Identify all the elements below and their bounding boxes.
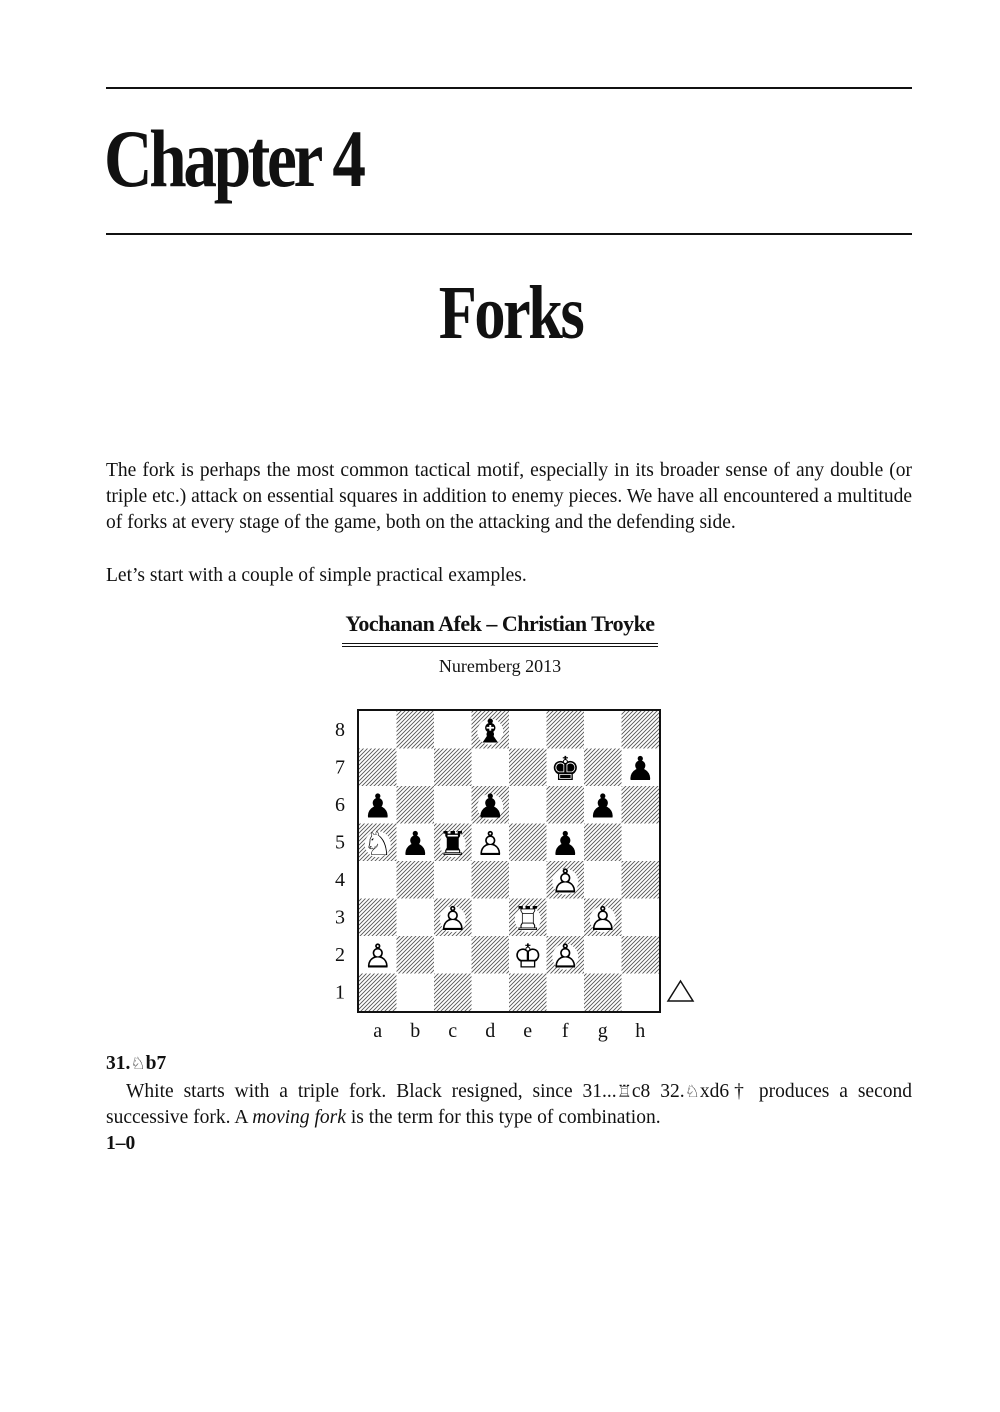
black-pawn-icon: ♟ [400, 823, 431, 863]
white-pawn-icon: ♙ [475, 823, 506, 863]
rook-icon: ♖ [616, 1082, 632, 1102]
black-pawn-icon: ♟ [625, 748, 656, 788]
annotation-part2: c8 32. [631, 1081, 685, 1102]
square-g5 [584, 824, 622, 862]
square-g7 [584, 749, 622, 787]
chapter-label: Chapter 4 [104, 113, 363, 204]
square-c6 [434, 786, 472, 824]
square-f6 [547, 786, 585, 824]
annotation-part1: White starts with a triple fork. Black resigned, since 31... [126, 1081, 617, 1102]
rank-label: 1 [335, 981, 345, 1004]
square-c4 [434, 861, 472, 899]
black-pawn-icon: ♟ [362, 786, 393, 826]
square-f3 [547, 899, 585, 937]
square-e6 [509, 786, 547, 824]
square-g8 [584, 711, 622, 749]
square-f1 [547, 974, 585, 1012]
annotation-part4: is the term for this type of combination. [345, 1107, 661, 1128]
game-event: Nuremberg 2013 [438, 656, 562, 676]
square-g4 [584, 861, 622, 899]
knight-icon: ♘ [684, 1082, 700, 1102]
square-a3 [359, 899, 397, 937]
rank-label: 5 [335, 831, 345, 854]
square-c7 [434, 749, 472, 787]
square-d7 [472, 749, 510, 787]
file-label: h [635, 1020, 646, 1042]
white-pawn-icon: ♙ [587, 898, 618, 938]
square-b8 [397, 711, 435, 749]
square-b4 [397, 861, 435, 899]
rank-label: 6 [335, 793, 345, 816]
black-pawn-icon: ♟ [587, 786, 618, 826]
white-king-icon: ♔ [512, 936, 543, 976]
square-h8 [622, 711, 660, 749]
move-annotation [106, 1079, 912, 1131]
square-h4 [622, 861, 660, 899]
move-square: b7 [145, 1053, 167, 1074]
move-heading [106, 1053, 166, 1075]
square-c1 [434, 974, 472, 1012]
knight-icon: ♘ [130, 1054, 146, 1074]
white-to-move-triangle-icon [668, 981, 693, 1001]
file-label: d [485, 1020, 496, 1042]
square-h3 [622, 899, 660, 937]
game-result: 1–0 [106, 1133, 136, 1154]
annotation-part3: xd6† produces a second successive fork. A [106, 1081, 912, 1128]
square-b7 [397, 749, 435, 787]
rank-label: 7 [335, 756, 345, 779]
black-pawn-icon: ♟ [550, 823, 581, 863]
annotation-emphasis: moving fork [252, 1107, 346, 1128]
square-a4 [359, 861, 397, 899]
square-h1 [622, 974, 660, 1012]
square-f8 [547, 711, 585, 749]
file-label: a [373, 1020, 383, 1042]
square-e7 [509, 749, 547, 787]
white-pawn-icon: ♙ [362, 936, 393, 976]
square-d2 [472, 936, 510, 974]
square-b3 [397, 899, 435, 937]
square-b2 [397, 936, 435, 974]
black-king-icon: ♚ [550, 748, 581, 788]
file-label: c [448, 1020, 458, 1042]
square-d4 [472, 861, 510, 899]
square-a7 [359, 749, 397, 787]
rank-label: 8 [335, 718, 345, 741]
file-label: g [597, 1020, 608, 1042]
square-e4 [509, 861, 547, 899]
black-rook-icon: ♜ [437, 823, 468, 863]
examples-intro-paragraph: Let’s start with a couple of simple practical examples. [106, 565, 527, 586]
square-c2 [434, 936, 472, 974]
move-number: 31. [106, 1053, 131, 1074]
square-h5 [622, 824, 660, 862]
intro-paragraph: The fork is perhaps the most common tactical motif, especially in its broader sense of any double (or triple etc.) attack on essential squares in addition to enemy pieces. We have all encountered a multitude of forks at every stage of the game, both on the attacking and the defending side. [106, 460, 912, 533]
chapter-title-text: Forks [438, 271, 582, 355]
rank-label: 4 [335, 868, 345, 891]
game-players: Yochanan Afek – Christian Troyke [342, 611, 657, 647]
square-h2 [622, 936, 660, 974]
file-label: b [410, 1020, 421, 1042]
square-a8 [359, 711, 397, 749]
white-pawn-icon: ♙ [550, 861, 581, 901]
square-e1 [509, 974, 547, 1012]
black-pawn-icon: ♟ [475, 786, 506, 826]
square-h6 [622, 786, 660, 824]
square-e5 [509, 824, 547, 862]
square-e8 [509, 711, 547, 749]
square-b1 [397, 974, 435, 1012]
square-d3 [472, 899, 510, 937]
white-rook-icon: ♖ [512, 898, 543, 938]
white-pawn-icon: ♙ [550, 936, 581, 976]
square-g2 [584, 936, 622, 974]
square-a1 [359, 974, 397, 1012]
rank-label: 2 [335, 943, 345, 966]
square-g1 [584, 974, 622, 1012]
white-knight-icon: ♘ [362, 823, 393, 863]
rank-label: 3 [335, 906, 345, 929]
black-bishop-icon: ♝ [475, 711, 506, 751]
square-c8 [434, 711, 472, 749]
file-label: e [523, 1020, 533, 1042]
square-d1 [472, 974, 510, 1012]
file-label: f [561, 1020, 569, 1042]
white-pawn-icon: ♙ [437, 898, 468, 938]
square-b6 [397, 786, 435, 824]
